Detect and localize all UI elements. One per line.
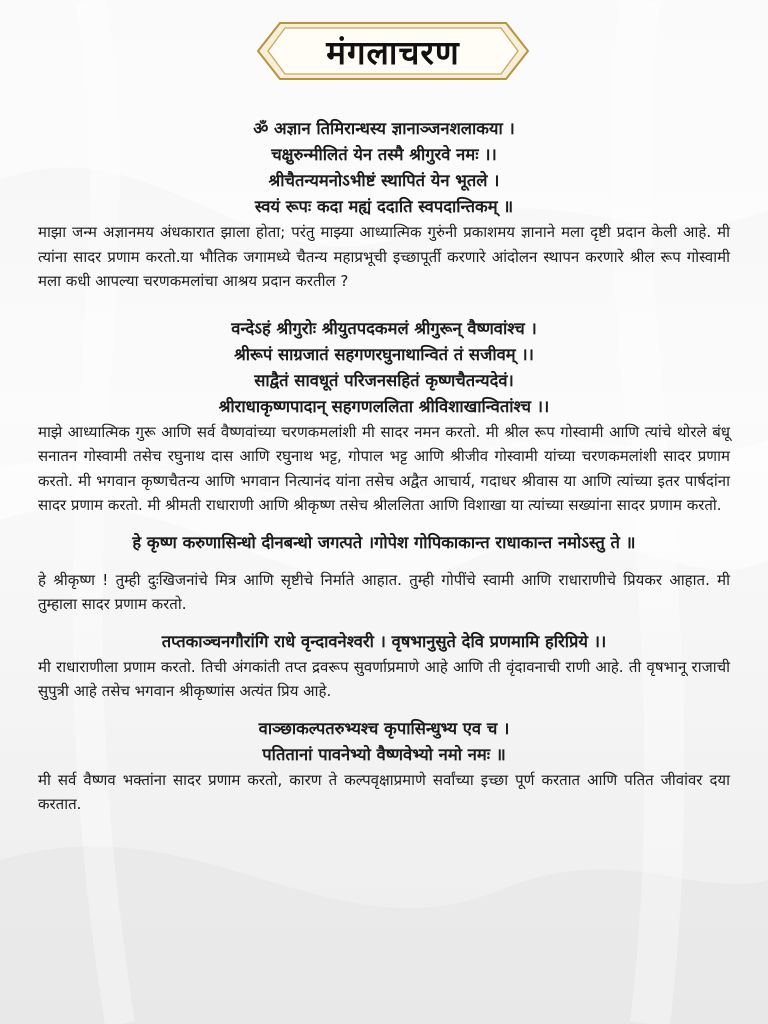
verse-line: साद्वैतं सावधूतं परिजनसहितं कृष्णचैतन्यदेवं। [254, 370, 514, 390]
title-banner [256, 21, 530, 81]
translation-paragraph: मी राधाराणीला प्रणाम करतो. तिची अंगकांती तप्त द्रवरूप सुवर्णाप्रमाणे आहे आणि ती वृंदावनाची राणी आहे. ती वृषभानू राजाची सुपुत्री आहे तसेच भगवान श्रीकृष्णांस अत्यंत प्रिय आहे. [38, 657, 730, 700]
verse-line: हे कृष्ण करुणासिन्धो दीनबन्धो जगत्पते ।गोपेश गोपिकाकान्त राधाकान्त नमोऽस्तु ते ॥ [132, 532, 636, 552]
translation-paragraph: माझे आध्यात्मिक गुरू आणि सर्व वैष्णवांच्या चरणकमलांशी मी सादर नमन करतो. मी श्रील रूप गोस्वामी आणि त्यांचे थोरले बंधू सनातन गोस्वामी तसेच रघुनाथ दास आणि रघुनाथ भट्ट, गोपाल भट्ट आणि श्रीजीव गोस्वामी यांच्या चरणकमलांशी सादर प्रणाम करतो. मी भगवान कृष्णचैतन्य आणि भगवान नित्यानंद यांना तसेच अद्वैत आचार्य, गदाधर श्रीवास या आणि त्यांच्या इतर पार्षदांना सादर प्रणाम करतो. मी श्रीमती राधाराणी आणि श्रीकृष्ण तसेच श्रीललिता आणि विशाखा या त्यांच्या सख्यांना सादर प्रणाम करतो. [38, 422, 730, 514]
translation-paragraph: मी सर्व वैष्णव भक्तांना सादर प्रणाम करतो, कारण ते कल्पवृक्षाप्रमाणे सर्वांच्या इच्छा पूर्ण करतात आणि पतित जीवांवर दया करतात. [38, 770, 730, 813]
verse-line: तप्तकाञ्चनगौरांगि राधे वृन्दावनेश्वरी । वृषभानुसुते देवि प्रणमामि हरिप्रिये ।। [161, 631, 607, 651]
verse-line: पतितानां पावनेभ्यो वैष्णवेभ्यो नमो नमः ॥ [262, 744, 506, 764]
content [38, 116, 730, 817]
verse-line: श्रीराधाकृष्णपादान् सहगणललिता श्रीविशाखान्वितांश्च ।। [218, 396, 550, 416]
verse-line: ॐ अज्ञान तिमिरान्धस्य ज्ञानाञ्जनशलाकया । [253, 119, 515, 138]
translation-paragraph: माझा जन्म अज्ञानमय अंधकारात झाला होता; परंतु माझ्या आध्यात्मिक गुरुंनी प्रकाशमय ज्ञानाने मला दृष्टी प्रदान केली आहे. मी त्यांना सादर प्रणाम करतो.या भौतिक जगामध्ये चैतन्य महाप्रभूची इच्छापूर्ती करणारे आंदोलन स्थापन करणारे श्रील रूप गोस्वामी मला कधी आपल्या चरणकमलांचा आश्रय प्रदान करतील ? [38, 223, 730, 290]
verse-line: स्वयं रूपः कदा मह्यं ददाति स्वपदान्तिकम् ॥ [254, 197, 514, 216]
page-title: मंगलाचरण [326, 32, 460, 72]
verse-line: श्रीरूपं साग्रजातं सहगणरघुनाथान्वितं तं सजीवम् ।। [234, 344, 534, 364]
verse-line: वाञ्छाकल्पतरुभ्यश्च कृपासिन्धुभ्य एव च । [258, 718, 510, 738]
verse-line: वन्देऽहं श्रीगुरोः श्रीयुतपदकमलं श्रीगुरून् वैष्णवांश्च । [231, 318, 537, 338]
verse-line: चक्षुरुन्मीलितं येन तस्मै श्रीगुरवे नमः ।। [271, 145, 497, 164]
verse-line: श्रीचैतन्यमनोऽभीष्टं स्थापितं येन भूतले । [268, 171, 500, 190]
translation-paragraph: हे श्रीकृष्ण ! तुम्ही दुःखिजनांचे मित्र आणि सृष्टीचे निर्माते आहात. तुम्ही गोपींचे स्वामी आणि राधाराणीचे प्रियकर आहात. मी तुम्हाला सादर प्रणाम करतो. [38, 570, 730, 613]
